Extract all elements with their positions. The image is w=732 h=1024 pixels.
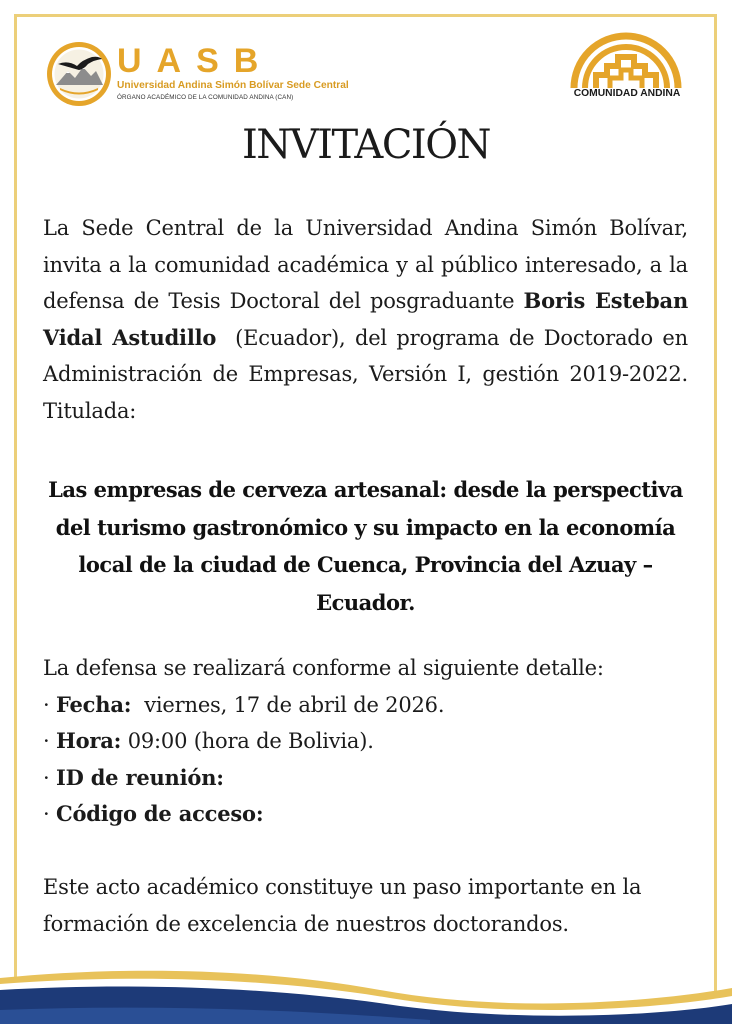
university-subtitle: ÓRGANO ACADÉMICO DE LA COMUNIDAD ANDINA (CAN) <box>117 94 294 101</box>
university-name: Universidad Andina Simón Bolívar Sede Central <box>117 80 349 91</box>
detail-hora <box>43 723 688 760</box>
detail-fecha <box>43 687 688 724</box>
closing-paragraph: Este acto académico constituye un paso importante en la formación de excelencia de nuestros doctorandos. <box>43 875 642 936</box>
bullet: · <box>43 729 56 753</box>
condor-emblem-icon <box>46 41 112 107</box>
intro-text-after: (Ecuador), del programa de Doctorado en Administración de Empresas, Versión I, gestión 2019-2022. Titulada: <box>43 325 695 423</box>
hora-value: 09:00 (hora de Bolivia). <box>121 729 374 753</box>
id-reunion-label: ID de reunión: <box>55 764 224 790</box>
candidate-name: Boris Esteban Vidal Astudillo <box>43 288 689 350</box>
comunidad-andina-logo <box>566 28 688 104</box>
intro-paragraph <box>43 210 695 429</box>
footer-wave-decoration <box>0 960 732 1024</box>
codigo-acceso-label: Código de acceso: <box>55 801 264 826</box>
comunidad-andina-name: COMUNIDAD ANDINA <box>573 88 681 99</box>
fecha-label: Fecha: <box>55 691 132 717</box>
detail-id-reunion <box>43 760 688 797</box>
andean-step-emblem-icon <box>570 28 682 88</box>
bullet: · <box>43 692 56 717</box>
page-title: INVITACIÓN <box>241 122 491 168</box>
bullet: · <box>43 802 56 826</box>
details-lead: La defensa se realizará conforme al siguiente detalle: <box>43 656 604 680</box>
defense-details <box>43 650 688 833</box>
uasb-letters: UASB <box>117 42 274 80</box>
uasb-logo <box>46 41 366 111</box>
intro-text-before: La Sede Central de la Universidad Andina Simón Bolívar, invita a la comunidad académica y al público interesado, a la defensa de Tesis Doctoral del posgraduante <box>43 216 688 313</box>
bullet: · <box>43 765 56 790</box>
hora-label: Hora: <box>55 728 122 753</box>
fecha-value: viernes, 17 de abril de 2026. <box>131 692 445 717</box>
detail-codigo-acceso <box>43 796 688 833</box>
thesis-title: Las empresas de cerveza artesanal: desde la perspectiva del turismo gastronómico y su impacto en la economía local de la ciudad de Cuenca, Provincia del Azuay – Ecuador. <box>48 477 683 615</box>
